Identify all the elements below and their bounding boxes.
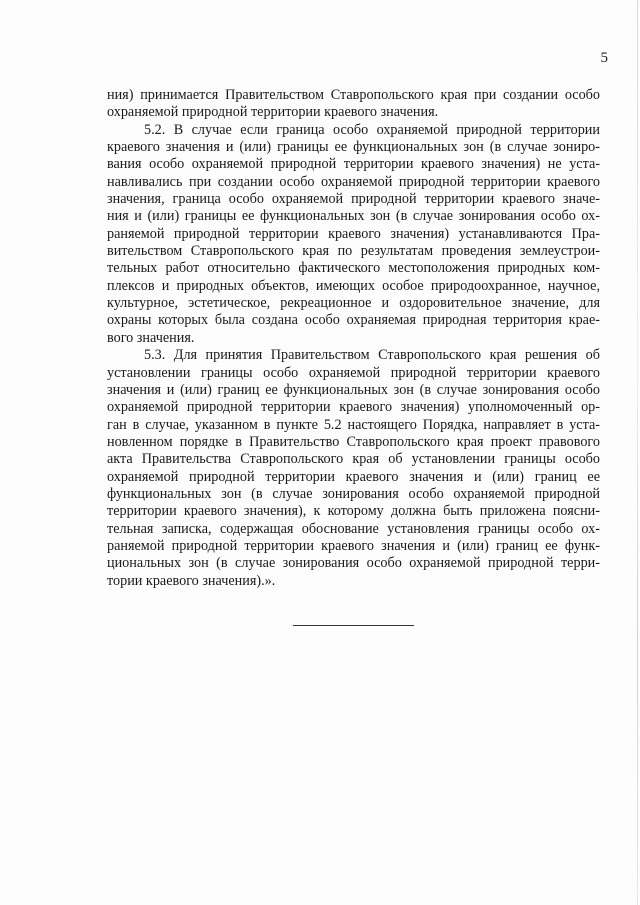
text-line: культурное, эстетическое, рекреационное и оздоровительное значение, для [107, 295, 600, 312]
text-line: новленном порядке в Правительство Ставропольского края проект правового [107, 433, 600, 450]
text-line: значения и (или) границ ее функциональных зон (в случае зонирования особо [107, 381, 600, 398]
page-number: 5 [600, 50, 608, 66]
scan-edge-line [637, 0, 638, 905]
text-line: раняемой природной территории краевого значения) устанавливаются Пра- [107, 225, 600, 242]
end-divider-line [293, 625, 414, 626]
text-line: охраняемой природной территории краевого значения. [107, 104, 439, 121]
text-line: циональных зон (в случае зонирования особо охраняемой природной терри- [107, 555, 600, 572]
text-line: вания особо охраняемой природной территории краевого значения) не уста- [107, 156, 600, 173]
text-line: тельных работ относительно фактического местоположения природных ком- [107, 260, 600, 277]
text-line: охраняемой природной территории краевого значения) уполномоченный ор- [107, 399, 600, 416]
text-line: функциональных зон (в случае зонирования особо охраняемой природной [107, 485, 600, 502]
text-line: ния и (или) границы ее функциональных зон (в случае зонирования особо ох- [107, 208, 600, 225]
text-line: установлении границы особо охраняемой природной территории краевого [107, 364, 600, 381]
text-line: акта Правительства Ставропольского края об установлении границы особо [107, 451, 600, 468]
text-line: ган в случае, указанном в пункте 5.2 настоящего Порядка, направляет в уста- [107, 416, 600, 433]
text-line: тельная записка, содержащая обоснование установления границы особо ох- [107, 520, 600, 537]
text-line: краевого значения и (или) границы ее функциональных зон (в случае зониро- [107, 139, 600, 156]
text-line: 5.3. Для принятия Правительством Ставропольского края решения об [144, 347, 600, 364]
document-body [107, 87, 600, 590]
text-line: плексов и природных объектов, имеющих особое природоохранное, научное, [107, 277, 600, 294]
text-line: вительством Ставропольского края по результатам проведения землеустрои- [107, 243, 600, 260]
text-line: 5.2. В случае если граница особо охраняемой природной территории [144, 121, 600, 138]
text-line: раняемой природной территории краевого значения и (или) границ ее функ- [107, 537, 600, 554]
text-line: тории краевого значения).». [107, 572, 276, 589]
text-line: вого значения. [107, 329, 195, 346]
text-line: ния) принимается Правительством Ставропольского края при создании особо [107, 87, 600, 103]
text-line: значения, граница особо охраняемой природной территории краевого значе- [107, 191, 600, 208]
text-line: охраняемой природной территории краевого значения и (или) границ ее [107, 468, 600, 485]
text-line: охраны которых была создана особо охраняемая природная территория крае- [107, 312, 600, 329]
text-line: территории краевого значения), к которому должна быть приложена поясни- [107, 503, 600, 520]
text-line: навливались при создании особо охраняемой природной территории краевого [107, 173, 600, 190]
